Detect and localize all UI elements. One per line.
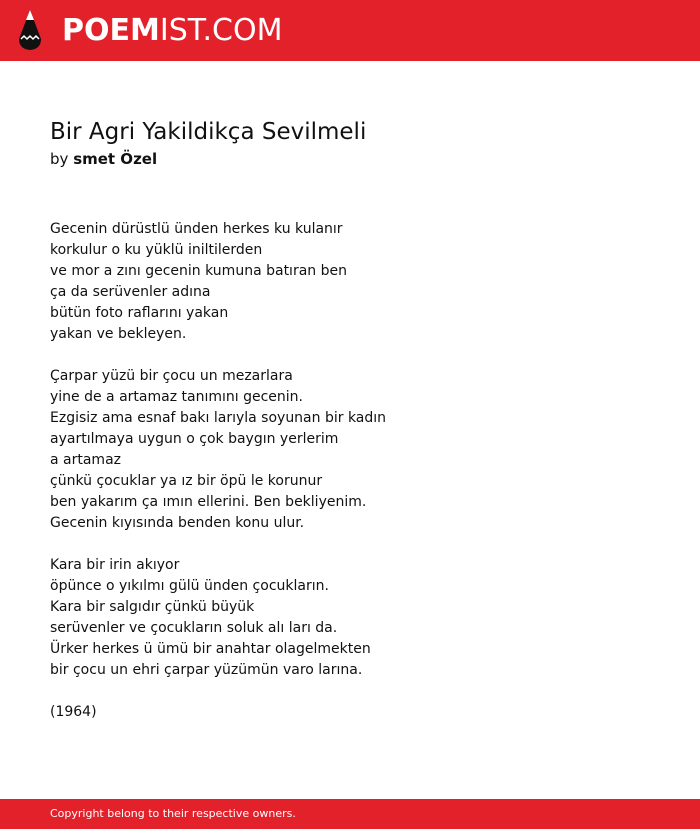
poem-line: ça da serüvenler adına [50, 284, 211, 300]
poem-line: Gecenin dürüstlü ünden herkes ku kulanır [50, 221, 343, 237]
poem-line: öpünce o yıkılmı gülü ünden çocukların. [50, 578, 329, 594]
site-logo[interactable] [62, 13, 282, 49]
poem-line: çünkü çocuklar ya ız bir öpü le korunur [50, 473, 323, 489]
poem-line: serüvenler ve çocukların soluk alı ları da. [50, 620, 338, 636]
poem-line: ve mor a zını gecenin kumuna batıran ben [50, 263, 347, 279]
poem-line: ben yakarım ça ımın ellerini. Ben bekliyenim. [50, 494, 367, 510]
poem-line: yine de a artamaz tanımını gecenin. [50, 389, 303, 405]
poem-line: Ezgisiz ama esnaf bakı larıyla soyunan bir kadın [50, 410, 387, 426]
brand-bold: POEM [62, 13, 160, 48]
brand-light: IST.COM [159, 13, 283, 48]
poem-byline [50, 149, 157, 169]
author-name-text: smet Özel [73, 150, 158, 168]
poem-title: Bir Agri Yakildikça Sevilmeli [50, 119, 367, 145]
author-name [73, 150, 157, 168]
stanza-break [50, 681, 386, 702]
poem-line: Kara bir irin akıyor [50, 557, 180, 573]
site-header [0, 0, 700, 61]
poem-line: ayartılmaya uygun o çok baygın yerlerim [50, 431, 339, 447]
poem-line: a artamaz [50, 452, 121, 468]
stanza-break [50, 345, 386, 366]
stanza-break [50, 534, 386, 555]
copyright-text: Copyright belong to their respective owners. [50, 807, 296, 820]
poem-body [50, 219, 386, 723]
pencil-tip-icon[interactable] [17, 9, 43, 51]
poem-line: Kara bir salgıdır çünkü büyük [50, 599, 255, 615]
poem-line: Gecenin kıyısında benden konu ulur. [50, 515, 305, 531]
poem-line: Ürker herkes ü ümü bir anahtar olagelmekten [50, 641, 371, 657]
by-label: by [50, 150, 69, 168]
poem-line: bir çocu un ehri çarpar yüzümün varo larına. [50, 662, 363, 678]
poem-line: bütün foto raflarını yakan [50, 305, 229, 321]
poem-line: yakan ve bekleyen. [50, 326, 187, 342]
poem-line: (1964) [50, 704, 97, 720]
site-footer [0, 799, 700, 829]
poem-line: Çarpar yüzü bir çocu un mezarlara [50, 368, 293, 384]
poem-line: korkulur o ku yüklü iniltilerden [50, 242, 263, 258]
